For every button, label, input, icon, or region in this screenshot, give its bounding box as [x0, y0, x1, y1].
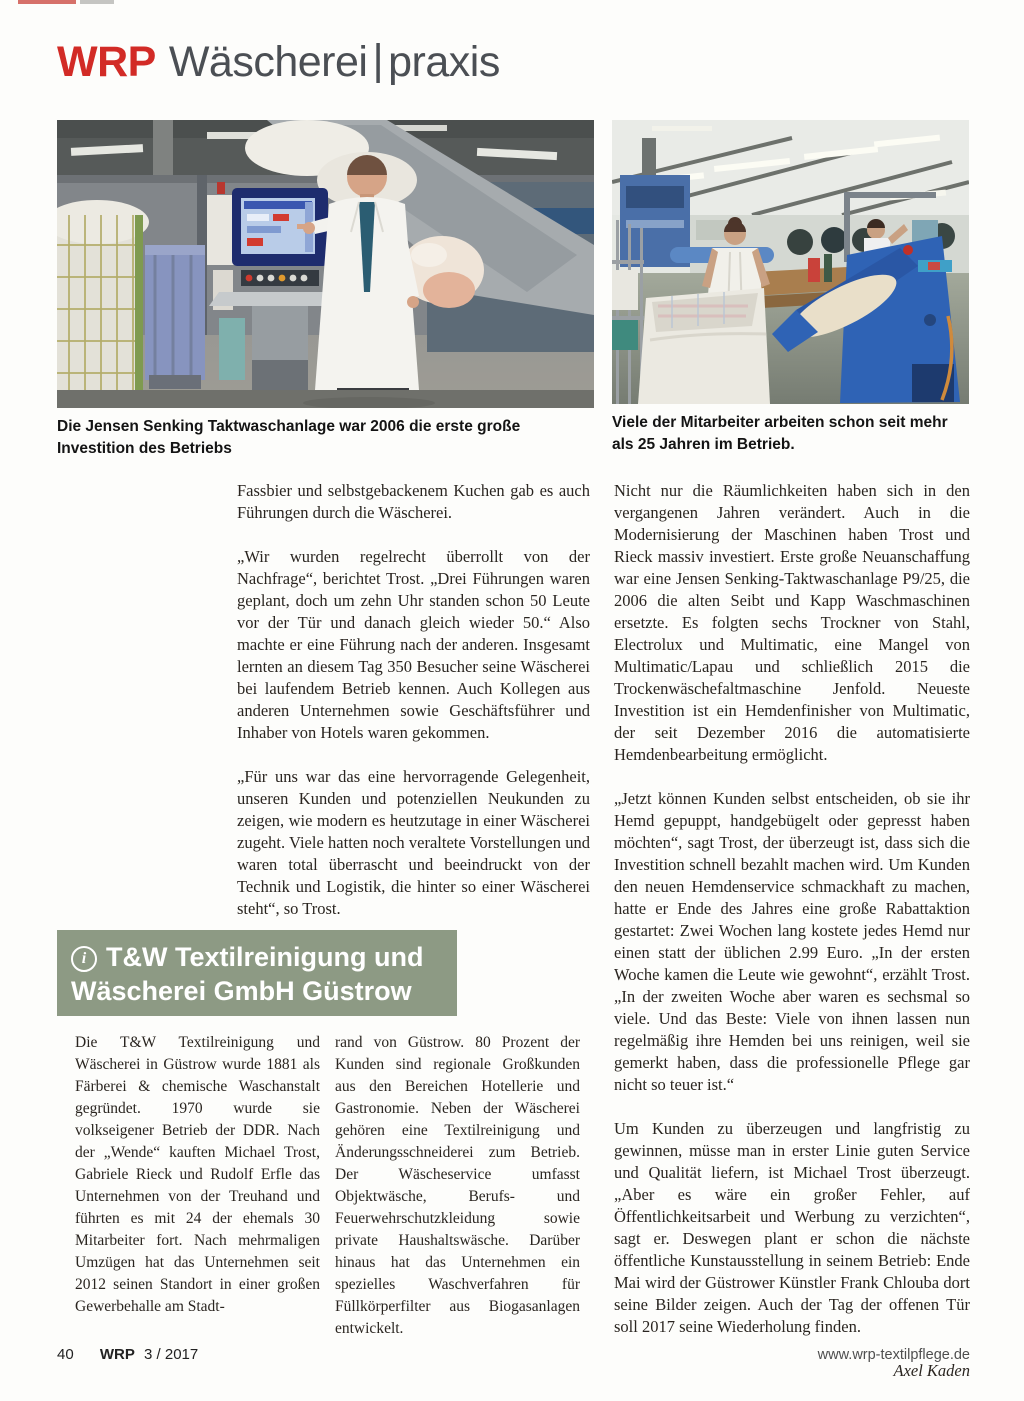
header-divider: |: [372, 36, 384, 84]
laundry-bag: [638, 288, 770, 404]
page-header: [57, 38, 500, 87]
infobox-title-text: T&W Textilreinigung und Wäscherei GmbH Güstrow: [71, 942, 424, 1006]
infobox-column-2: rand von Güstrow. 80 Prozent der Kunden sind regionale Großkunden aus den Bereichen Hotellerie und Gastronomie. Neben der Wäscherei gehören eine Textilreinigung und Änderungsschneiderei zum Betrieb. Der Wäscheservice umfasst Objektwäsche, Berufs- und Feuerwehrschutzkleidung sowie private Haushaltswäsche. Darüber hinaus hat das Unternehmen ein spezielles Waschverfahren für Füllkörperfilter aus Biogasanlagen entwickelt.: [335, 1034, 580, 1337]
page-footer: [57, 1346, 970, 1363]
author-byline: Axel Kaden: [893, 1361, 970, 1380]
website-url: www.wrp-textilpflege.de: [817, 1347, 970, 1363]
section-title: Wäscherei: [168, 38, 368, 86]
print-artifact-red: [18, 0, 76, 4]
paragraph: „Für uns war das eine hervorragende Gelegenheit, unseren Kunden und potenziellen Neukunden zu zeigen, wie modern es heutzutage in einer Wäscherei zugeht. Viele hatten noch veraltete Vorstellungen und waren total überrascht und beeindruckt von der Technik und Logistik, die hinter so einer Wäscherei steht“, so Trost.: [237, 767, 590, 918]
infobox-body: [75, 1032, 580, 1340]
magazine-name: WRP: [99, 1346, 135, 1363]
brand-logo: WRP: [57, 38, 156, 86]
teal-cloth: [219, 318, 245, 380]
article-column-middle: [237, 480, 590, 942]
infobox-header: [57, 930, 457, 1016]
laundry-terminal-illustration: [57, 120, 594, 408]
infobox-column-1: Die T&W Textilreinigung und Wäscherei in Güstrow wurde 1881 als Färberei & chemische Waschanstalt gegründet. 1970 wurde sie volkseigener Betrieb der DDR. Nach der „Wende“ kauften Michael Trost, Gabriele Rieck und Rudolf Erfle das Unternehmen von der Treuhand und führten es mit 24 der ehemals 30 Mitarbeiter fort. Nach mehrmaligen Umzügen hat das Unternehmen seit 2012 seinen Standort in einer großen Gewerbehalle am Stadt-: [75, 1034, 320, 1315]
print-artifact-gray: [80, 0, 114, 4]
paragraph: Um Kunden zu überzeugen und langfristig zu gewinnen, müsse man in erster Linie guten Service und Qualität liefern, ist Michael Trost überzeugt. „Aber es wäre ein großer Fehler, auf Öffentlichkeitsarbeit und Werbung zu verzichten“, sagt er. Deswegen plant er schon die nächste öffentliche Kunstausstellung in seinem Betrieb: Ende Mai wird der Güstrower Künstler Frank Chlouba dort seine Bilder zeigen. Auch der Tag der offenen Tür soll 2017 seine Wiederholung finden.: [614, 1119, 970, 1336]
wire-cage-cart: [57, 200, 149, 400]
laundry-hall-illustration: [612, 120, 969, 404]
covered-cart: [145, 245, 205, 389]
footer-left: [57, 1346, 198, 1363]
page-number: 40: [57, 1346, 74, 1363]
subsection-title: praxis: [388, 38, 500, 86]
paragraph: „Wir wurden regelrecht überrollt von der Nachfrage“, berichtet Trost. „Drei Führungen waren geplant, doch um zehn Uhr standen schon 50 Leute vor der Tür und danach gleich wieder 50.“ Also machte er eine Führung nach der anderen. Insgesamt lernten an diesem Tag 350 Besucher seine Wäscherei bei laufendem Betrieb kennen. Auch Kollegen aus anderen Unternehmen sowie Geschäftsführer und Inhaber von Hotels waren gekommen.: [237, 547, 590, 742]
caption-right-photo: Viele der Mitarbeiter arbeiten schon seit mehr als 25 Jahren im Betrieb.: [612, 414, 948, 453]
info-icon: i: [71, 946, 97, 972]
paragraph: Fassbier und selbstgebackenem Kuchen gab es auch Führungen durch die Wäscherei.: [237, 481, 590, 522]
paragraph: „Jetzt können Kunden selbst entscheiden, ob sie ihr Hemd gepuppt, handgebügelt oder gepresst haben möchten“, sagt Trost, der überzeugt ist, dass sich die Investition schnell bezahlt machen wird. Um Kunden den neuen Hemdenservice schmackhaft zu machen, hatte er Ende des Jahres eine große Rabattaktion gestartet: Zwei Wochen lang kostete jedes Hemd nur einen statt der üblichen 2.99 Euro. „In der ersten Woche kamen die Leute wie gewohnt“, erzählt Trost. „In der zweiten Woche aber waren es sechsmal so viele. Und das Beste: Viele von ihnen lassen nun regelmäßig ihre Hemden bei uns reinigen, weil sie gemerkt haben, dass die professionelle Pflege gar nicht so teuer ist.“: [614, 789, 970, 1094]
photo-mitarbeiter: [612, 120, 969, 404]
article-column-right: [614, 480, 970, 1401]
paragraph: Nicht nur die Räumlichkeiten haben sich in den vergangenen Jahren verändert. Auch in die Modernisierung der Maschinen haben Trost und Rieck massiv investiert. Erste große Neuanschaffung war eine Jensen Senking-Taktwaschanlage P9/25, die 2006 die alten Seibt und Kapp Waschmaschinen ersetzte. Es folgten sechs Trockner von Stahl, Electrolux und Multimatic, eine Mangel von Multimatic/Lapau und schließlich 2015 die Trockenwäschefaltmaschine Jenfold. Neueste Investition ist ein Hemdenfinisher von Multimatic, der seit Dezember 2016 die automatisierte Hemdenbearbeitung ermöglicht.: [614, 481, 970, 764]
issue-number: 3 / 2017: [144, 1346, 199, 1363]
caption-left-photo: Die Jensen Senking Taktwaschanlage war 2006 die erste große Investition des Betriebs: [57, 418, 521, 457]
photo-taktwaschanlage: [57, 120, 594, 408]
